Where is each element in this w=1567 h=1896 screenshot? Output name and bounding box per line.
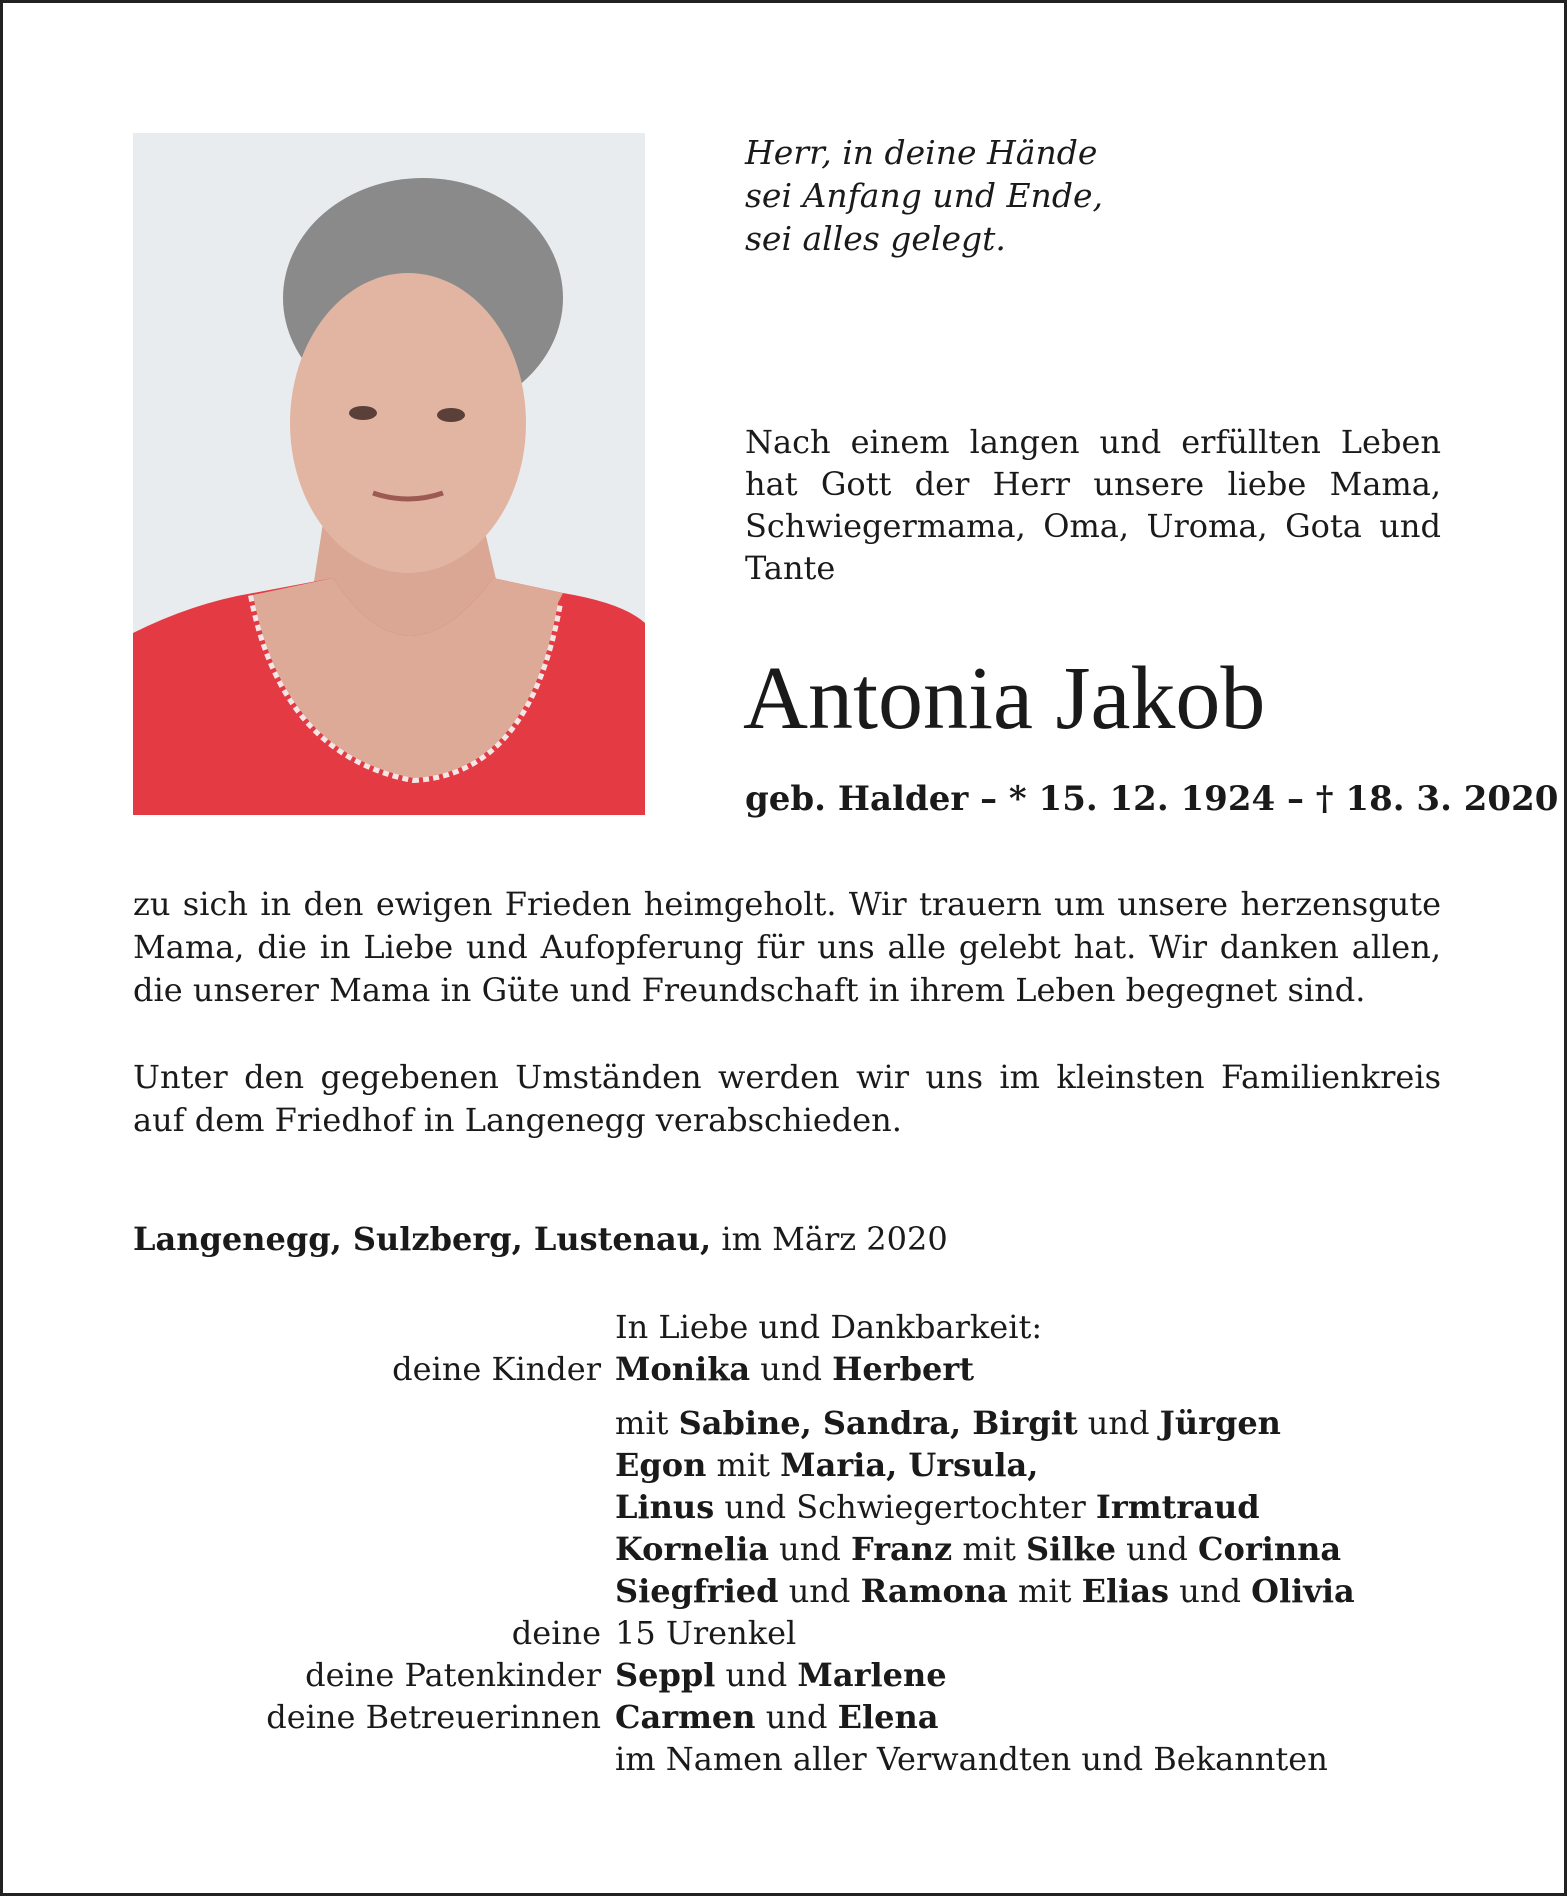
life-dates: geb. Halder – * 15. 12. 1924 – † 18. 3. 2020	[745, 779, 1559, 819]
person-name: Irmtraud	[1095, 1488, 1260, 1526]
person-name: Monika	[615, 1350, 751, 1388]
connector-text: und Schwiegertochter	[714, 1488, 1096, 1526]
body-paragraph: Unter den gegebenen Umständen werden wir uns im kleinsten Familienkreis auf dem Friedhof in Langenegg verabschieden.	[133, 1058, 1441, 1139]
motto-line: sei Anfang und Ende,	[745, 176, 1103, 215]
connector-text: und	[768, 1530, 852, 1568]
signature-rows	[133, 1348, 1441, 1780]
connector-text: im Namen aller Verwandten und Bekannten	[615, 1740, 1328, 1778]
signature-row	[133, 1444, 1441, 1486]
signature-row	[133, 1486, 1441, 1528]
portrait-photo	[133, 133, 645, 815]
person-name: Corinna	[1198, 1530, 1342, 1568]
place-date: im März 2020	[721, 1220, 948, 1258]
signature-names	[615, 1444, 1441, 1486]
signature-row	[133, 1738, 1441, 1780]
portrait-illustration	[133, 133, 645, 815]
motto-line: Herr, in deine Hände	[745, 133, 1098, 172]
signature-label	[133, 1486, 615, 1528]
person-name: Sabine, Sandra, Birgit	[678, 1404, 1078, 1442]
connector-text: mit	[952, 1530, 1026, 1568]
signature-names	[615, 1696, 1441, 1738]
person-name: Olivia	[1251, 1572, 1355, 1610]
obituary-body	[133, 883, 1441, 1142]
signature-names	[615, 1486, 1441, 1528]
person-name: Franz	[851, 1530, 953, 1568]
signature-row	[133, 1528, 1441, 1570]
signature-label: deine Patenkinder	[305, 1656, 601, 1694]
person-name: Herbert	[832, 1350, 974, 1388]
signatures-heading-row	[133, 1306, 1441, 1348]
signature-label	[133, 1738, 615, 1780]
signature-names	[615, 1738, 1441, 1780]
signature-label	[133, 1306, 615, 1348]
body-paragraph: zu sich in den ewigen Frieden heimgeholt. Wir trauern um unsere herzensgute Mama, die in Liebe und Aufopferung für uns alle gelebt hat. Wir danken allen, die unserer Mama in Güte und Freundschaft in ihrem Leben begegnet sind.	[133, 885, 1441, 1009]
signatures-block	[133, 1306, 1441, 1780]
person-name: Kornelia	[615, 1530, 769, 1568]
signature-label	[133, 1528, 615, 1570]
place-towns: Langenegg, Sulzberg, Lustenau,	[133, 1220, 712, 1258]
place-and-date	[133, 1218, 948, 1261]
person-name: Linus	[615, 1488, 715, 1526]
person-name: Maria, Ursula,	[780, 1446, 1039, 1484]
motto-line: sei alles gelegt.	[745, 219, 1006, 258]
connector-text: und	[750, 1350, 833, 1388]
signature-label: deine	[511, 1614, 601, 1652]
signature-names	[615, 1612, 1441, 1654]
connector-text: mit	[1007, 1572, 1082, 1610]
signatures-heading: In Liebe und Dankbarkeit:	[615, 1308, 1043, 1346]
person-name: Siegfried	[615, 1572, 779, 1610]
person-name: Elena	[837, 1698, 939, 1736]
deceased-name: Antonia Jakob	[743, 649, 1266, 748]
person-name: Jürgen	[1159, 1404, 1281, 1442]
signature-label: deine Betreuerinnen	[266, 1698, 601, 1736]
signature-label	[133, 1444, 615, 1486]
signature-names	[615, 1348, 1441, 1390]
connector-text: mit	[615, 1404, 679, 1442]
signature-row	[133, 1348, 1441, 1390]
signature-row	[133, 1402, 1441, 1444]
person-name: Marlene	[797, 1656, 947, 1694]
person-name: Ramona	[860, 1572, 1008, 1610]
connector-text: und	[755, 1698, 838, 1736]
signature-label: deine Kinder	[392, 1350, 601, 1388]
signature-row	[133, 1570, 1441, 1612]
signature-names	[615, 1528, 1441, 1570]
connector-text: mit	[706, 1446, 781, 1484]
person-name: Seppl	[615, 1656, 716, 1694]
signature-names	[615, 1654, 1441, 1696]
connector-text: und	[1115, 1530, 1198, 1568]
motto-verse	[745, 131, 1265, 260]
signature-label	[133, 1402, 615, 1444]
connector-text: und	[778, 1572, 861, 1610]
signature-names	[615, 1570, 1441, 1612]
signature-row	[133, 1654, 1441, 1696]
connector-text: und	[1077, 1404, 1160, 1442]
person-name: Silke	[1026, 1530, 1116, 1568]
signature-names	[615, 1402, 1441, 1444]
signature-row	[133, 1696, 1441, 1738]
connector-text: und	[715, 1656, 798, 1694]
connector-text: 15 Urenkel	[615, 1614, 797, 1652]
person-name: Elias	[1081, 1572, 1170, 1610]
intro-text: Nach einem langen und erfüllten Leben hat Gott der Herr unsere liebe Mama, Schwiegermama, Oma, Uroma, Gota und Tante	[745, 423, 1441, 587]
person-name: Egon	[615, 1446, 707, 1484]
person-name: Carmen	[615, 1698, 756, 1736]
connector-text: und	[1169, 1572, 1252, 1610]
signature-label	[133, 1570, 615, 1612]
signature-row	[133, 1612, 1441, 1654]
